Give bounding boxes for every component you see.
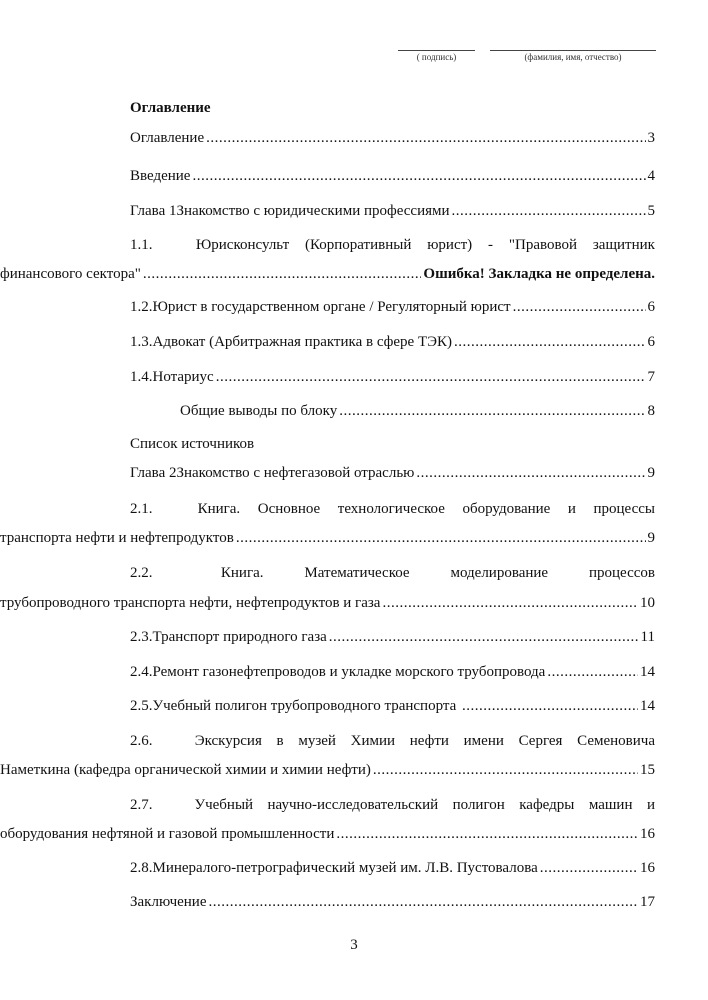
word: Основное (257, 501, 321, 517)
dot-leader (462, 696, 638, 716)
word: и (646, 797, 655, 813)
toc-entry-title: Нотариус (152, 369, 214, 385)
full-name-field (490, 50, 656, 62)
toc-entry-title: финансового сектора" (0, 266, 141, 282)
toc-entry-sources[interactable]: Список источников (130, 436, 255, 452)
dot-leader (143, 264, 422, 284)
toc-entry[interactable] (85, 332, 655, 352)
toc-entry[interactable] (85, 367, 655, 387)
toc-entry-number: 2.2. (130, 565, 153, 581)
toc-entry-title: Знакомство с нефтегазовой отраслью (176, 465, 415, 481)
toc-entry-line1[interactable] (85, 731, 655, 751)
dot-leader (452, 201, 646, 221)
dot-leader (416, 463, 645, 483)
toc-entry-title: трубопроводного транспорта нефти, нефтепродуктов и газа (0, 595, 381, 611)
toc-entry-line1[interactable] (85, 563, 655, 583)
toc-entry[interactable] (85, 463, 655, 483)
signature-label: ( подпись) (416, 52, 457, 62)
word: процессов (588, 565, 655, 581)
word: Учебный (194, 797, 254, 813)
toc-entry-page: 14 (640, 698, 655, 714)
word: Экскурсия (194, 733, 262, 749)
toc-entry-title: Введение (130, 168, 191, 184)
word: "Правовой (508, 237, 577, 253)
toc-entry-title: Знакомство с юридическими профессиями (176, 203, 450, 219)
word: оборудование (462, 501, 551, 517)
toc-entry[interactable] (85, 128, 655, 148)
toc-heading: Оглавление (130, 100, 211, 116)
toc-entry-title: Оглавление (130, 130, 205, 146)
full-name-label: (фамилия, имя, отчество) (524, 52, 622, 62)
toc-entry-page: 10 (640, 595, 655, 611)
word: имени (463, 733, 504, 749)
toc-entry-page: 4 (647, 168, 655, 184)
dot-leader (206, 128, 645, 148)
toc-entry-page: 9 (647, 465, 655, 481)
toc-entry-line1[interactable] (85, 499, 655, 519)
word: (Корпоративный (305, 237, 412, 253)
toc-entry-page: 14 (640, 664, 655, 680)
toc-entry-line1[interactable] (85, 795, 655, 815)
word: научно-исследовательский (267, 797, 439, 813)
toc-entry-title: Юрист в государственном органе / Регуляторный юрист (152, 299, 511, 315)
dot-leader (192, 166, 645, 186)
dot-leader (373, 760, 638, 780)
word: машин (588, 797, 633, 813)
toc-entry-title: Учебный полигон трубопроводного транспорта (152, 698, 461, 714)
word: Сергея (518, 733, 563, 749)
word: - (488, 237, 494, 253)
word: полигон (452, 797, 505, 813)
dot-leader (547, 662, 638, 682)
word: Книга. (220, 565, 264, 581)
toc-entry[interactable] (0, 264, 655, 284)
word: моделирование (450, 565, 549, 581)
dot-leader (513, 297, 646, 317)
toc-entry-title: Минералого-петрографический музей им. Л.В. Пустовалова (152, 860, 538, 876)
toc-entry-number: 1.3. (130, 334, 153, 350)
toc-entry-number: 2.4. (130, 664, 153, 680)
toc-entry-number: 2.8. (130, 860, 153, 876)
toc-entry-page: 5 (647, 203, 655, 219)
toc-entry[interactable] (85, 892, 655, 912)
toc-entry[interactable] (85, 401, 655, 421)
toc-entry-title: оборудования нефтяной и газовой промышленности (0, 826, 335, 842)
toc-entry[interactable] (0, 760, 655, 780)
toc-entry-page: 3 (647, 130, 655, 146)
toc-entry-page: 16 (640, 826, 655, 842)
word: и (567, 501, 576, 517)
word: Книга. (197, 501, 241, 517)
word: Семеновича (577, 733, 655, 749)
toc-entry-number: 1.2. (130, 299, 153, 315)
toc-entry-title: Общие выводы по блоку (180, 403, 338, 419)
toc-entry-page-error: Ошибка! Закладка не определена. (423, 266, 655, 282)
word: технологическое (337, 501, 445, 517)
dot-leader (382, 593, 638, 613)
toc-entry[interactable] (85, 201, 655, 221)
toc-entry-number: 2.1. (130, 501, 153, 517)
word: нефти (409, 733, 449, 749)
toc-entry-page: 9 (647, 530, 655, 546)
full-name-line (490, 50, 656, 51)
dot-leader (209, 892, 639, 912)
toc-entry[interactable] (85, 297, 655, 317)
toc-entry-number: 2.3. (130, 629, 153, 645)
toc-entry-page: 15 (640, 762, 655, 778)
page-number: 3 (350, 937, 358, 953)
toc-entry-page: 16 (640, 860, 655, 876)
toc-entry[interactable] (85, 662, 655, 682)
toc-entry-page: 7 (647, 369, 655, 385)
toc-entry-page: 8 (647, 403, 655, 419)
toc-entry-page: 6 (647, 299, 655, 315)
word: юрист) (427, 237, 473, 253)
toc-entry-title: Заключение (130, 894, 207, 910)
toc-entry-line1[interactable] (85, 235, 655, 255)
dot-leader (216, 367, 646, 387)
toc-entry-title: транспорта нефти и нефтепродуктов (0, 530, 234, 546)
toc-entry-title: Наметкина (кафедра органической химии и химии нефти) (0, 762, 371, 778)
dot-leader (236, 528, 646, 548)
toc-entry[interactable] (85, 696, 655, 716)
word: Химии (350, 733, 396, 749)
word: музей (298, 733, 336, 749)
word: кафедры (519, 797, 575, 813)
word: процессы (593, 501, 655, 517)
toc-entry[interactable] (85, 858, 655, 878)
toc-entry-title: Ремонт газонефтепроводов и укладке морского трубопровода (152, 664, 546, 680)
toc-entry-number: 2.5. (130, 698, 153, 714)
toc-entry[interactable] (85, 166, 655, 186)
toc-entry-title: Транспорт природного газа (152, 629, 327, 645)
signature-field (398, 50, 475, 62)
toc-entry-title: Адвокат (Арбитражная практика в сфере ТЭК) (152, 334, 453, 350)
toc-entry[interactable] (0, 528, 655, 548)
signature-line (398, 50, 475, 51)
toc-entry-page: 6 (647, 334, 655, 350)
word: Юрисконсульт (195, 237, 290, 253)
dot-leader (454, 332, 645, 352)
toc-entry-page: 11 (640, 629, 655, 645)
toc-entry[interactable] (85, 627, 655, 647)
word: в (276, 733, 284, 749)
toc-entry-number: 1.4. (130, 369, 153, 385)
toc-entry-number: Глава 2 (130, 465, 177, 481)
toc-entry-page: 17 (640, 894, 655, 910)
toc-entry[interactable] (0, 593, 655, 613)
toc-entry[interactable] (0, 824, 655, 844)
toc-entry-number: Глава 1 (130, 203, 177, 219)
dot-leader (540, 858, 638, 878)
toc-entry-number: 1.1. (130, 237, 153, 253)
dot-leader (336, 824, 638, 844)
word: Математическое (304, 565, 410, 581)
toc-entry-number: 2.7. (130, 797, 153, 813)
dot-leader (329, 627, 639, 647)
toc-entry-number: 2.6. (130, 733, 153, 749)
dot-leader (339, 401, 645, 421)
word: защитник (592, 237, 655, 253)
